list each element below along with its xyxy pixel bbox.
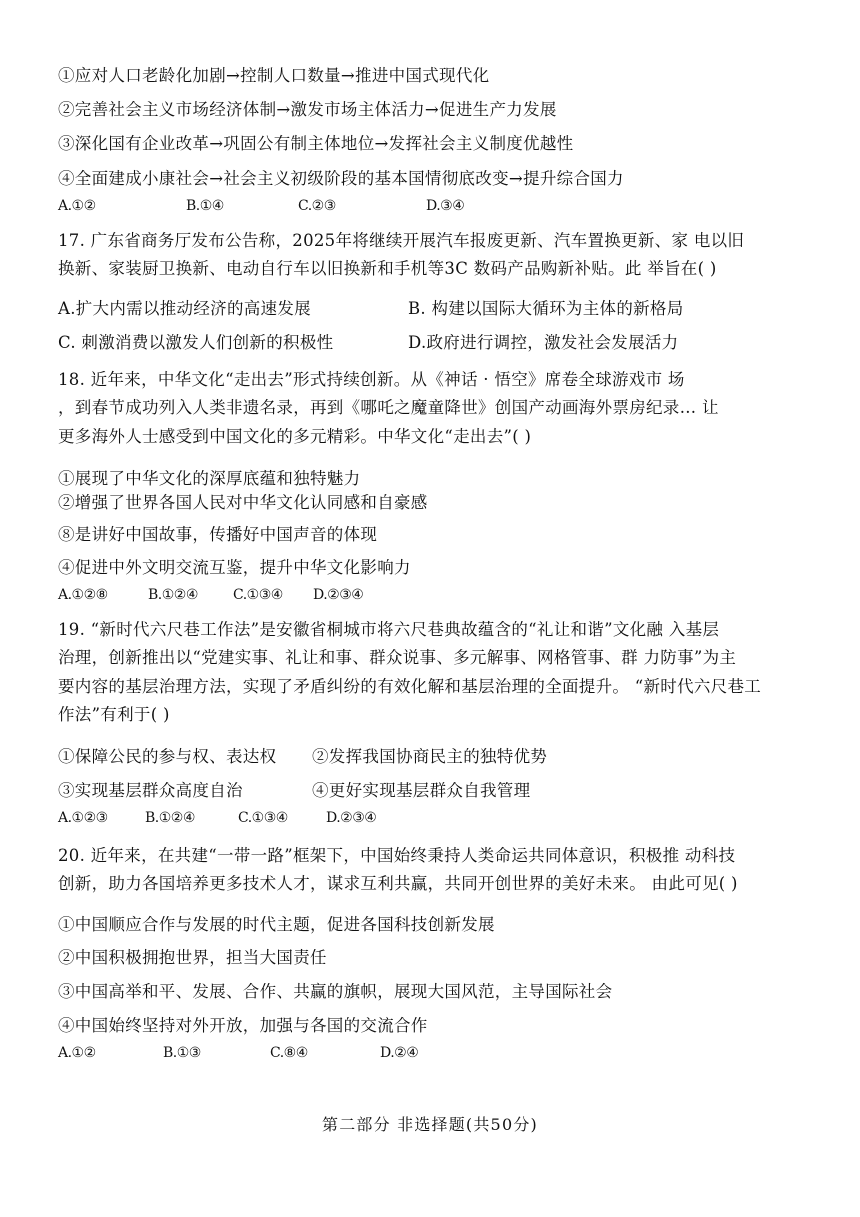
q19-stem-line-2: 治理，创新推出以“党建实事、礼让和事、群众说事、多元解事、网格管事、群 力防事”为主 [58,648,737,667]
q20-option-d: D.②④ [380,1045,419,1061]
q16-statement-4: ④全面建成小康社会→社会主义初级阶段的基本国情彻底改变→提升综合国力 [58,169,624,188]
q16-option-b: B.①④ [186,198,224,214]
q18-statement-3: ⑧是讲好中国故事，传播好中国声音的体现 [58,525,378,544]
q18-option-b: B.①②④ [148,587,198,603]
q19-option-d: D.②③④ [326,810,377,826]
q19-stem-line-3: 要内容的基层治理方法，实现了矛盾纠纷的有效化解和基层治理的全面提升。 “新时代六尺巷工 [58,677,762,696]
q17-stem-line-1: 17. 广东省商务厅发布公告称，2025年将继续开展汽车报废更新、汽车置换更新、家 电以旧 [58,231,745,250]
q19-stem-line-4: 作法”有利于( ) [58,705,170,724]
q16-option-c: C.②③ [298,198,336,214]
q18-option-c: C.①③④ [233,587,283,603]
q16-statement-3: ③深化国有企业改革→巩固公有制主体地位→发挥社会主义制度优越性 [58,134,574,153]
q17-option-d: D.政府进行调控，激发社会发展活力 [408,333,679,352]
q20-option-c: C.⑧④ [270,1045,308,1061]
q20-option-a: A.①② [58,1045,96,1061]
q18-statement-4: ④促进中外文明交流互鉴，提升中华文化影响力 [58,558,411,577]
q19-option-c: C.①③④ [238,810,288,826]
q17-option-b: B. 构建以国际大循环为主体的新格局 [408,299,684,318]
q17-option-c: C. 刺激消费以激发人们创新的积极性 [58,333,334,352]
q18-option-d: D.②③④ [313,587,364,603]
q16-statement-1: ①应对人口老龄化加剧→控制人口数量→推进中国式现代化 [58,66,490,85]
q18-stem-line-2: ，到春节成功列入人类非遗名录，再到《哪吒之魔童降世》创国产动画海外票房纪录… 让 [58,398,719,417]
q16-option-d: D.③④ [426,198,465,214]
q20-option-b: B.①③ [163,1045,201,1061]
q19-stem-line-1: 19. “新时代六尺巷工作法”是安徽省桐城市将六尺巷典故蕴含的“礼让和谐”文化融 入基层 [58,620,720,639]
q17-stem-line-2: 换新、家装厨卫换新、电动自行车以旧换新和手机等3C 数码产品购新补贴。此 举旨在( ) [58,259,717,278]
q20-statement-1: ①中国顺应合作与发展的时代主题，促进各国科技创新发展 [58,915,495,934]
q20-statement-2: ②中国积极拥抱世界，担当大国责任 [58,948,327,967]
q19-option-a: A.①②③ [58,810,108,826]
q18-stem-line-1: 18. 近年来，中华文化“走出去”形式持续创新。从《神话 · 悟空》席卷全球游戏市 场 [58,370,685,389]
q16-statement-2: ②完善社会主义市场经济体制→激发市场主体活力→促进生产力发展 [58,100,557,119]
q18-option-a: A.①②⑧ [58,587,108,603]
q19-statement-3: ③实现基层群众高度自治 [58,781,243,800]
q20-stem-line-1: 20. 近年来，在共建“一带一路”框架下，中国始终秉持人类命运共同体意识，积极推 动科技 [58,846,736,865]
q19-statement-1: ①保障公民的参与权、表达权 [58,747,277,766]
section-title: 第二部分 非选择题(共50分) [322,1115,538,1134]
q19-statement-2: ②发挥我国协商民主的独特优势 [312,747,548,766]
q18-statement-1: ①展现了中华文化的深厚底蕴和独特魅力 [58,469,361,488]
q19-option-b: B.①②④ [145,810,195,826]
q19-statement-4: ④更好实现基层群众自我管理 [312,781,531,800]
q16-option-a: A.①② [58,198,96,214]
q20-statement-3: ③中国高举和平、发展、合作、共赢的旗帜，展现大国风范，主导国际社会 [58,982,613,1001]
q18-stem-line-3: 更多海外人士感受到中国文化的多元精彩。中华文化“走出去”( ) [58,427,532,446]
q20-stem-line-2: 创新，助力各国培养更多技术人才，谋求互利共赢，共同开创世界的美好未来。 由此可见( ) [58,874,738,893]
q20-statement-4: ④中国始终坚持对外开放，加强与各国的交流合作 [58,1016,428,1035]
q17-option-a: A.扩大内需以推动经济的高速发展 [58,299,311,318]
q18-statement-2: ②增强了世界各国人民对中华文化认同感和自豪感 [58,493,428,512]
